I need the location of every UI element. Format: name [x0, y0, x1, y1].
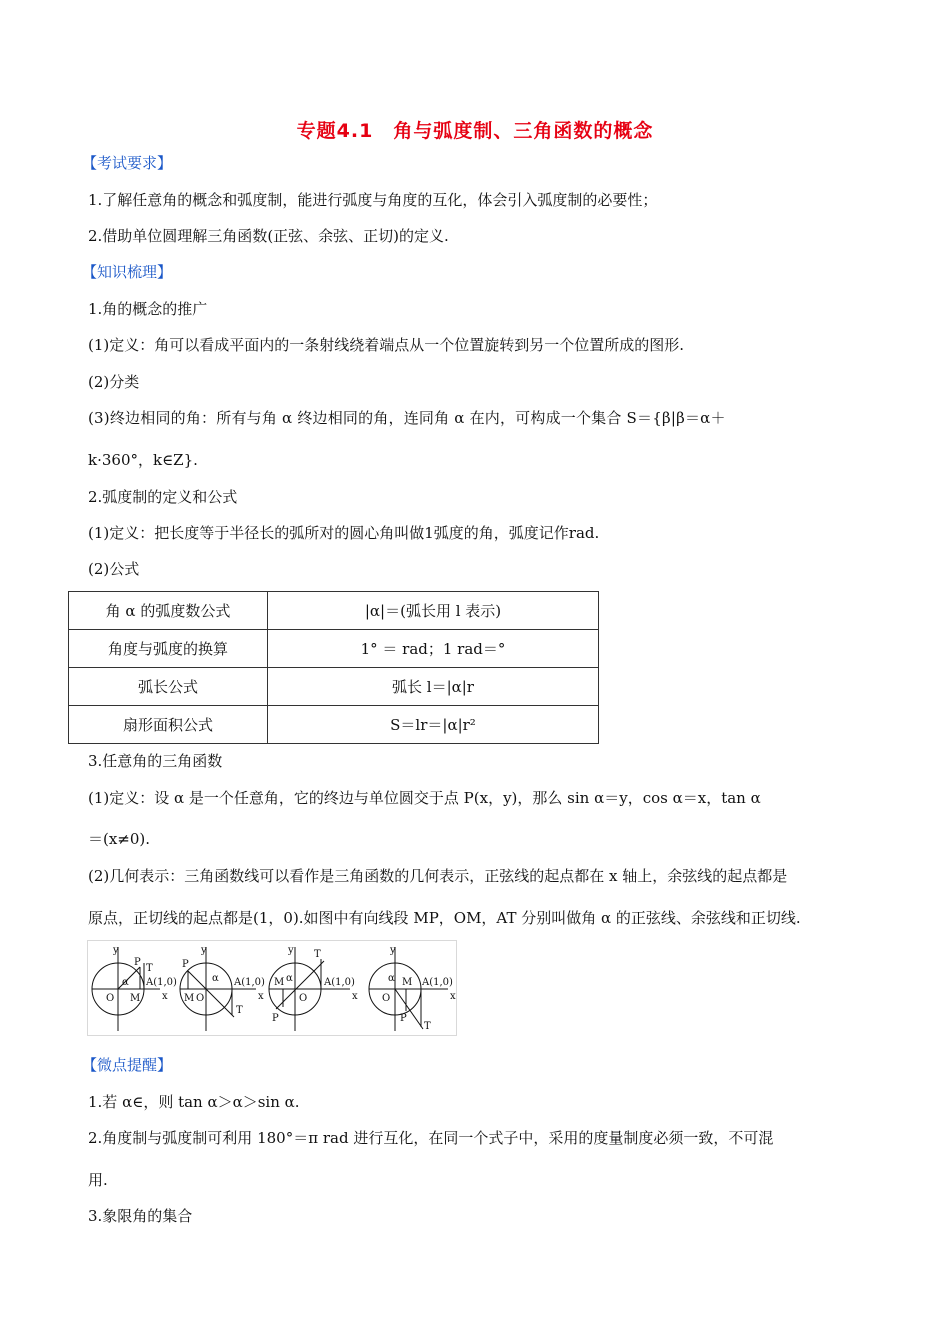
table-row — [69, 668, 599, 706]
table-row — [69, 630, 599, 668]
table-cell: 扇形面积公式 — [69, 706, 268, 744]
exam-item-2: 2.借助单位圆理解三角函数(正弦、余弦、正切)的定义. — [88, 227, 449, 245]
table-cell: 1° ＝ rad；1 rad＝° — [268, 630, 599, 668]
section-exam-requirements: 【考试要求】 — [82, 154, 173, 172]
label-p: P — [272, 1013, 279, 1024]
label-t: T — [314, 949, 321, 960]
label-p: P — [400, 1013, 407, 1024]
axis-label-x: x — [450, 991, 456, 1002]
k3-geometry-line2: 原点，正切线的起点都是(1，0).如图中有向线段 MP，OM，AT 分别叫做角 α 的正弦线、余弦线和正切线. — [88, 909, 801, 927]
table-cell: 弧长公式 — [69, 668, 268, 706]
label-t: T — [146, 963, 153, 974]
table-row — [69, 592, 599, 630]
section-tips: 【微点提醒】 — [82, 1056, 173, 1074]
formula-table — [68, 591, 599, 744]
axis-label-y: y — [201, 945, 207, 956]
k2-formula-label: (2)公式 — [88, 560, 140, 578]
axis-label-x: x — [258, 991, 264, 1002]
label-m: M — [184, 993, 195, 1004]
table-cell: 角 α 的弧度数公式 — [69, 592, 268, 630]
k3-geometry-line1: (2)几何表示：三角函数线可以看作是三角函数的几何表示，正弦线的起点都在 x 轴上，余弦线的起点都是 — [88, 867, 788, 885]
label-o: O — [382, 993, 391, 1004]
k1-heading: 1.角的概念的推广 — [88, 300, 208, 318]
k1-definition: (1)定义：角可以看成平面内的一条射线绕着端点从一个位置旋转到另一个位置所成的图形. — [88, 336, 685, 354]
axis-label-x: x — [352, 991, 358, 1002]
k3-definition-line1: (1)定义：设 α 是一个任意角，它的终边与单位圆交于点 P(x，y)，那么 sin α＝y，cos α＝x，tan α — [88, 789, 761, 807]
table-cell: |α|＝(弧长用 l 表示) — [268, 592, 599, 630]
tip-3: 3.象限角的集合 — [88, 1207, 193, 1225]
k3-definition-line2: ＝(x≠0). — [88, 830, 151, 848]
table-cell: 弧长 l＝|α|r — [268, 668, 599, 706]
k2-heading: 2.弧度制的定义和公式 — [88, 488, 238, 506]
label-alpha: α — [286, 973, 293, 984]
page-title: 专题4.1 角与弧度制、三角函数的概念 — [296, 120, 654, 142]
k1-coterminal-line2: k·360°，k∈Z}. — [88, 451, 198, 469]
label-o: O — [106, 993, 115, 1004]
axis-label-x: x — [162, 991, 168, 1002]
label-a: A(1,0) — [422, 977, 453, 988]
exam-item-1: 1.了解任意角的概念和弧度制，能进行弧度与角度的互化，体会引入弧度制的必要性； — [88, 191, 658, 209]
label-alpha: α — [122, 977, 129, 988]
label-t: T — [424, 1021, 431, 1032]
label-a: A(1,0) — [146, 977, 177, 988]
label-t: T — [236, 1005, 243, 1016]
label-o: O — [299, 993, 308, 1004]
axis-label-y: y — [288, 945, 294, 956]
axis-label-y: y — [113, 945, 119, 956]
label-m: M — [402, 977, 413, 988]
label-p: P — [182, 959, 189, 970]
label-m: M — [274, 977, 285, 988]
table-cell: 角度与弧度的换算 — [69, 630, 268, 668]
tip-1: 1.若 α∈，则 tan α＞α＞sin α. — [88, 1093, 300, 1111]
table-cell: S＝lr＝|α|r² — [268, 706, 599, 744]
k1-classification: (2)分类 — [88, 373, 140, 391]
label-alpha: α — [388, 973, 395, 984]
axis-label-y: y — [390, 945, 396, 956]
k3-heading: 3.任意角的三角函数 — [88, 752, 223, 770]
label-p: P — [134, 957, 141, 968]
label-m: M — [130, 993, 141, 1004]
section-knowledge: 【知识梳理】 — [82, 263, 173, 281]
label-alpha: α — [212, 973, 219, 984]
table-row — [69, 706, 599, 744]
tip-2-continued: 用. — [88, 1171, 108, 1189]
tip-2: 2.角度制与弧度制可利用 180°＝π rad 进行互化，在同一个式子中，采用的度量制度必须一致，不可混 — [88, 1129, 774, 1147]
k1-coterminal-line1: (3)终边相同的角：所有与角 α 终边相同的角，连同角 α 在内，可构成一个集合 S＝{β|β＝α＋ — [88, 409, 726, 427]
label-a: A(1,0) — [234, 977, 265, 988]
label-a: A(1,0) — [324, 977, 355, 988]
label-o: O — [196, 993, 205, 1004]
trig-lines-diagram — [88, 941, 456, 1035]
k2-definition: (1)定义：把长度等于半径长的弧所对的圆心角叫做1弧度的角，弧度记作rad. — [88, 524, 600, 542]
trig-lines-figure — [87, 940, 457, 1036]
